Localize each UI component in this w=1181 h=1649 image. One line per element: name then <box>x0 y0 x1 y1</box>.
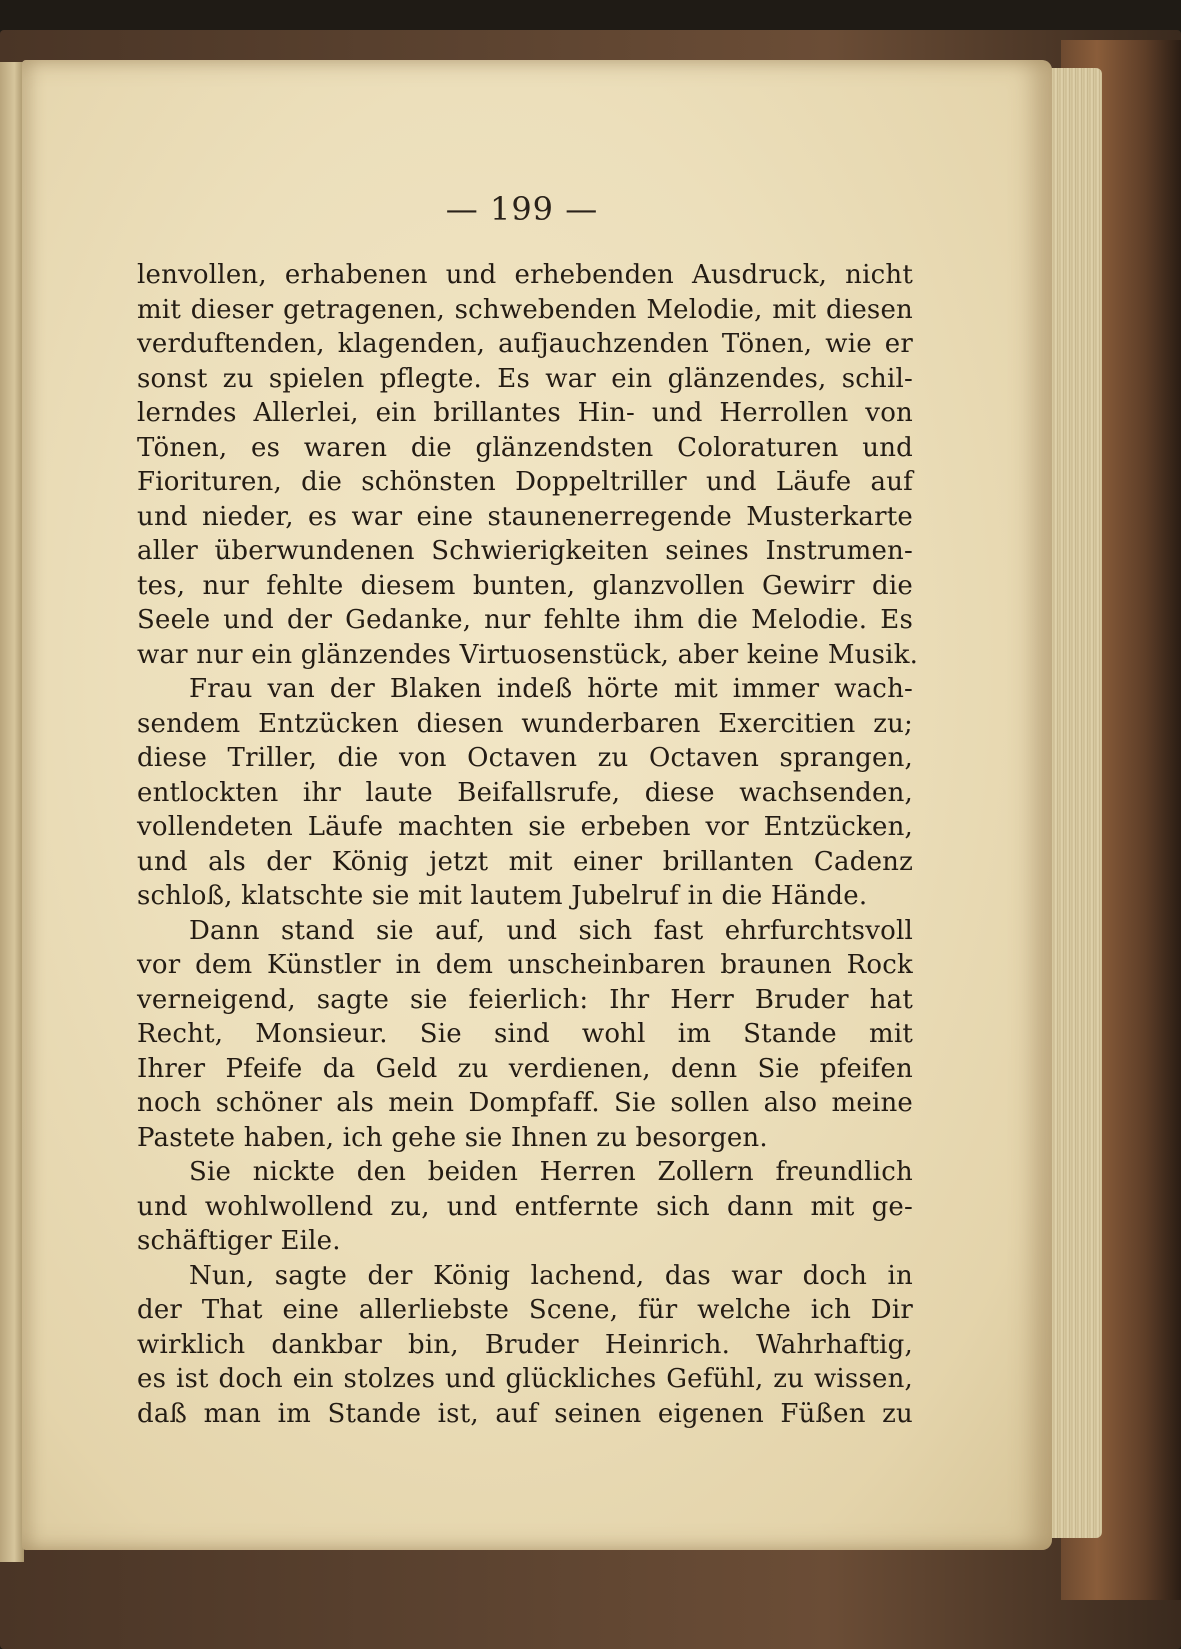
text-line: Sie nickte den beiden Herren Zollern freundlich <box>189 1157 913 1187</box>
text-line: Recht, Monsieur. Sie sind wohl im Stande mit <box>137 1019 913 1049</box>
text-line: noch schöner als mein Dompfaff. Sie sollen also meine <box>137 1088 913 1118</box>
text-line: verduftenden, klagenden, aufjauchzenden Tönen, wie er <box>137 329 913 359</box>
text-line: daß man im Stande ist, auf seinen eigenen Füßen zu <box>137 1398 913 1429</box>
text-line: und wohlwollend zu, und entfernte sich dann mit ge- <box>137 1191 913 1222</box>
text-line: mit dieser getragenen, schwebenden Melodie, mit diesen <box>137 294 913 325</box>
page-text <box>137 258 919 1431</box>
book-page <box>22 60 1052 1550</box>
left-page-edge <box>0 62 24 1562</box>
text-line: aller überwundenen Schwierigkeiten seines Instrumen- <box>137 536 913 566</box>
text-line: verneigend, sagte sie feierlich: Ihr Herr Bruder hat <box>137 984 913 1015</box>
text-line: lerndes Allerlei, ein brillantes Hin- und Herrollen von <box>137 398 913 428</box>
text-line: es ist doch ein stolzes und glückliches Gefühl, zu wissen, <box>137 1364 913 1394</box>
text-line: Tönen, es waren die glänzendsten Coloraturen und <box>137 432 913 463</box>
text-line: wirklich dankbar bin, Bruder Heinrich. Wahrhaftig, <box>137 1329 913 1360</box>
text-line: Dann stand sie auf, und sich fast ehrfurchtsvoll <box>189 915 913 946</box>
text-line: diese Triller, die von Octaven zu Octaven sprangen, <box>137 743 913 773</box>
text-line: vor dem Künstler in dem unscheinbaren braunen Rock <box>137 950 913 980</box>
text-line: und als der König jetzt mit einer brillanten Cadenz <box>137 846 913 877</box>
text-line: vollendeten Läufe machten sie erbeben vor Entzücken, <box>137 812 913 842</box>
text-line: entlockten ihr laute Beifallsrufe, diese wachsenden, <box>137 777 913 808</box>
text-line: Ihrer Pfeife da Geld zu verdienen, denn Sie pfeifen <box>137 1053 913 1084</box>
text-line: Frau van der Blaken indeß hörte mit immer wach- <box>189 674 913 704</box>
text-line: sendem Entzücken diesen wunderbaren Exercitien zu; <box>137 708 913 739</box>
text-line: Fiorituren, die schönsten Doppeltriller und Läufe auf <box>137 467 913 497</box>
text-line: tes, nur fehlte diesem bunten, glanzvollen Gewirr die <box>137 570 913 601</box>
text-line: lenvollen, erhabenen und erhebenden Ausdruck, nicht <box>137 260 913 290</box>
text-line: schäftiger Eile. <box>137 1226 341 1256</box>
text-line: Nun, sagte der König lachend, das war doch in <box>189 1260 913 1291</box>
text-line: Seele und der Gedanke, nur fehlte ihm die Melodie. Es <box>137 605 913 635</box>
text-line: schloß, klatschte sie mit lautem Jubelruf in die Hände. <box>137 881 868 911</box>
text-line: der That eine allerliebste Scene, für welche ich Dir <box>137 1295 913 1325</box>
page-number: — 199 — <box>445 190 599 228</box>
text-line: sonst zu spielen pflegte. Es war ein glänzendes, schil- <box>137 363 913 394</box>
text-line: Pastete haben, ich gehe sie Ihnen zu besorgen. <box>137 1122 768 1153</box>
text-line: war nur ein glänzendes Virtuosenstück, aber keine Musik. <box>137 639 919 670</box>
text-line: und nieder, es war eine staunenerregende Musterkarte <box>137 501 913 532</box>
